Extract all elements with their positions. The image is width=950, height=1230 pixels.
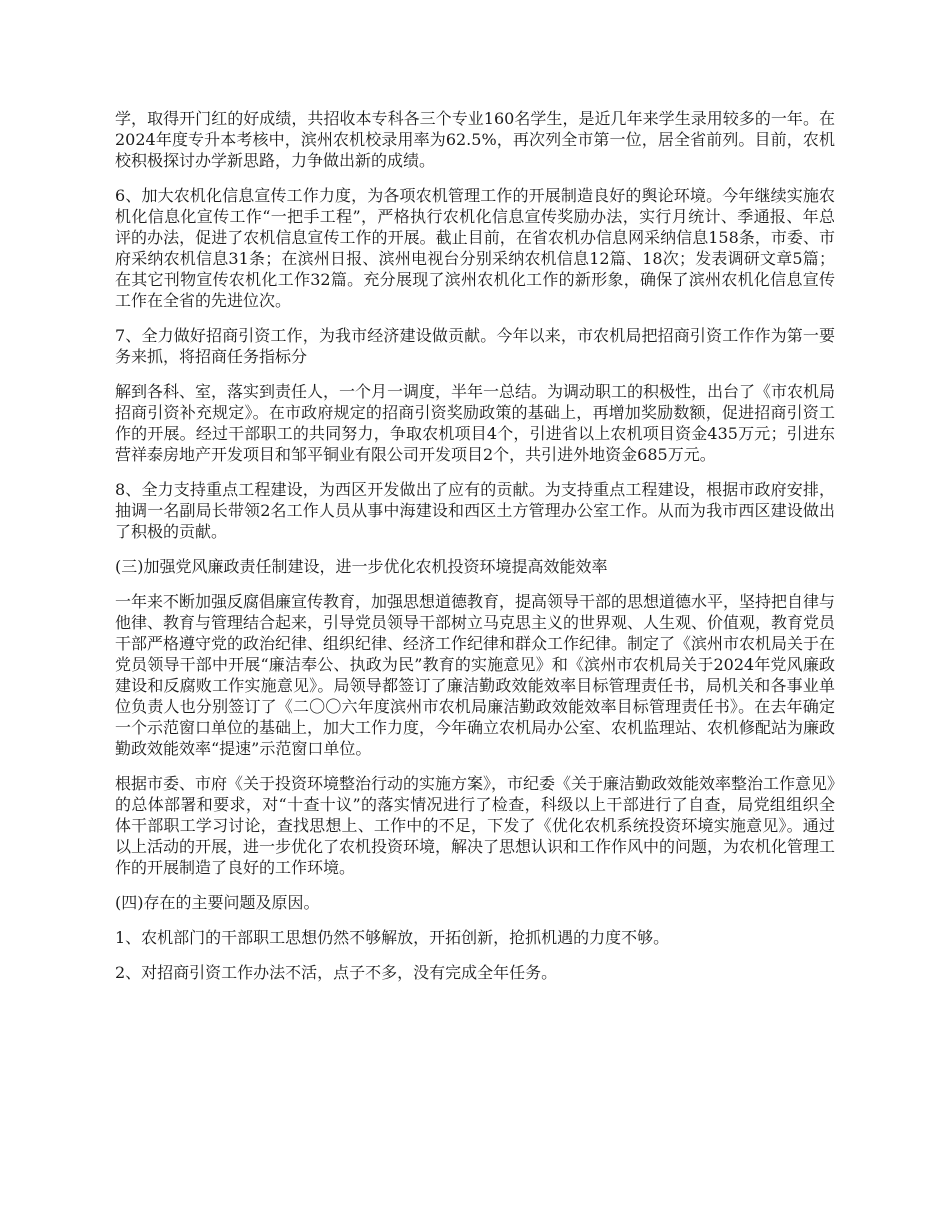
section-heading-3: (三)加强党风廉政责任制建设，进一步优化农机投资环境提高效能效率: [115, 557, 608, 576]
section-heading-4: (四)存在的主要问题及原因。: [115, 893, 320, 912]
paragraph-investment-continued: 解到各科、室，落实到责任人，一个月一调度，半年一总结。为调动职工的积极性，出台了《市农机局招商引资补充规定》。在市政府规定的招商引资奖励政策的基础上，再增加奖励数额，促进招商引资工作的开展。经过干部职工的共同努力，争取农机项目4个，引进省以上农机项目资金435万元；引进东营祥泰房地产开发项目和邹平铜业有限公司开发项目2个，共引进外地资金685万元。: [115, 382, 836, 464]
paragraph-item-7-investment: 7、全力做好招商引资工作，为我市经济建设做贡献。今年以来，市农机局把招商引资工作作为第一要务来抓，将招商任务指标分: [115, 326, 835, 366]
paragraph-item-6-publicity: 6、加大农机化信息宣传工作力度，为各项农机管理工作的开展制造良好的舆论环境。今年继续实施农机化信息化宣传工作“一把手工程”，严格执行农机化信息宣传奖励办法，实行月统计、季通报、年总评的办法，促进了农机信息宣传工作的开展。截止目前，在省农机办信息网采纳信息158条，市委、市府采纳农机信息31条；在滨州日报、滨州电视台分别采纳农机信息12篇、18次；发表调研文章5篇；在其它刊物宣传农机化工作32篇。充分展现了滨州农机化工作的新形象，确保了滨州农机化信息宣传工作在全省的先进位次。: [115, 186, 835, 310]
document-body: [115, 108, 835, 997]
paragraph-school-results: 学，取得开门红的好成绩，共招收本专科各三个专业160名学生，是近几年来学生录用较多的一年。在2024年度专升本考核中，滨州农机校录用率为62.5%，再次列全市第一位，居全省前列。目前，农机校积极探讨办学新思路，力争做出新的成绩。: [115, 109, 835, 170]
problem-item-1: 1、农机部门的干部职工思想仍然不够解放，开拓创新，抢抓机遇的力度不够。: [115, 928, 670, 947]
problem-item-2: 2、对招商引资工作办法不活，点子不多，没有完成全年任务。: [115, 963, 558, 982]
paragraph-item-8-key-projects: 8、全力支持重点工程建设，为西区开发做出了应有的贡献。为支持重点工程建设，根据市政府安排，抽调一名副局长带领2名工作人员从事中海建设和西区土方管理办公室工作。从而为我市西区建设做出了积极的贡献。: [115, 480, 835, 541]
paragraph-anti-corruption: 一年来不断加强反腐倡廉宣传教育，加强思想道德教育，提高领导干部的思想道德水平，坚持把自律与他律、教育与管理结合起来，引导党员领导干部树立马克思主义的世界观、人生观、价值观，教育党员干部严格遵守党的政治纪律、组织纪律、经济工作纪律和群众工作纪律。制定了《滨州市农机局关于在党员领导干部中开展“廉洁奉公、执政为民”教育的实施意见》和《滨州市农机局关于2024年党风廉政建设和反腐败工作实施意见》。局领导都签订了廉洁勤政效能效率目标管理责任书，局机关和各事业单位负责人也分别签订了《二〇〇六年度滨州市农机局廉洁勤政效能效率目标管理责任书》。在去年确定一个示范窗口单位的基础上，加大工作力度，今年确立农机局办公室、农机监理站、农机修配站为廉政勤政效能效率“提速”示范窗口单位。: [115, 592, 836, 758]
paragraph-environment-improvement: 根据市委、市府《关于投资环境整治行动的实施方案》，市纪委《关于廉洁勤政效能效率整治工作意见》的总体部署和要求，对“十查十议”的落实情况进行了检查，科级以上干部进行了自查，局党组组织全体干部职工学习讨论，查找思想上、工作中的不足，下发了《优化农机系统投资环境实施意见》。通过以上活动的开展，进一步优化了农机投资环境，解决了思想认识和工作作风中的问题，为农机化管理工作的开展制造了良好的工作环境。: [115, 774, 836, 877]
